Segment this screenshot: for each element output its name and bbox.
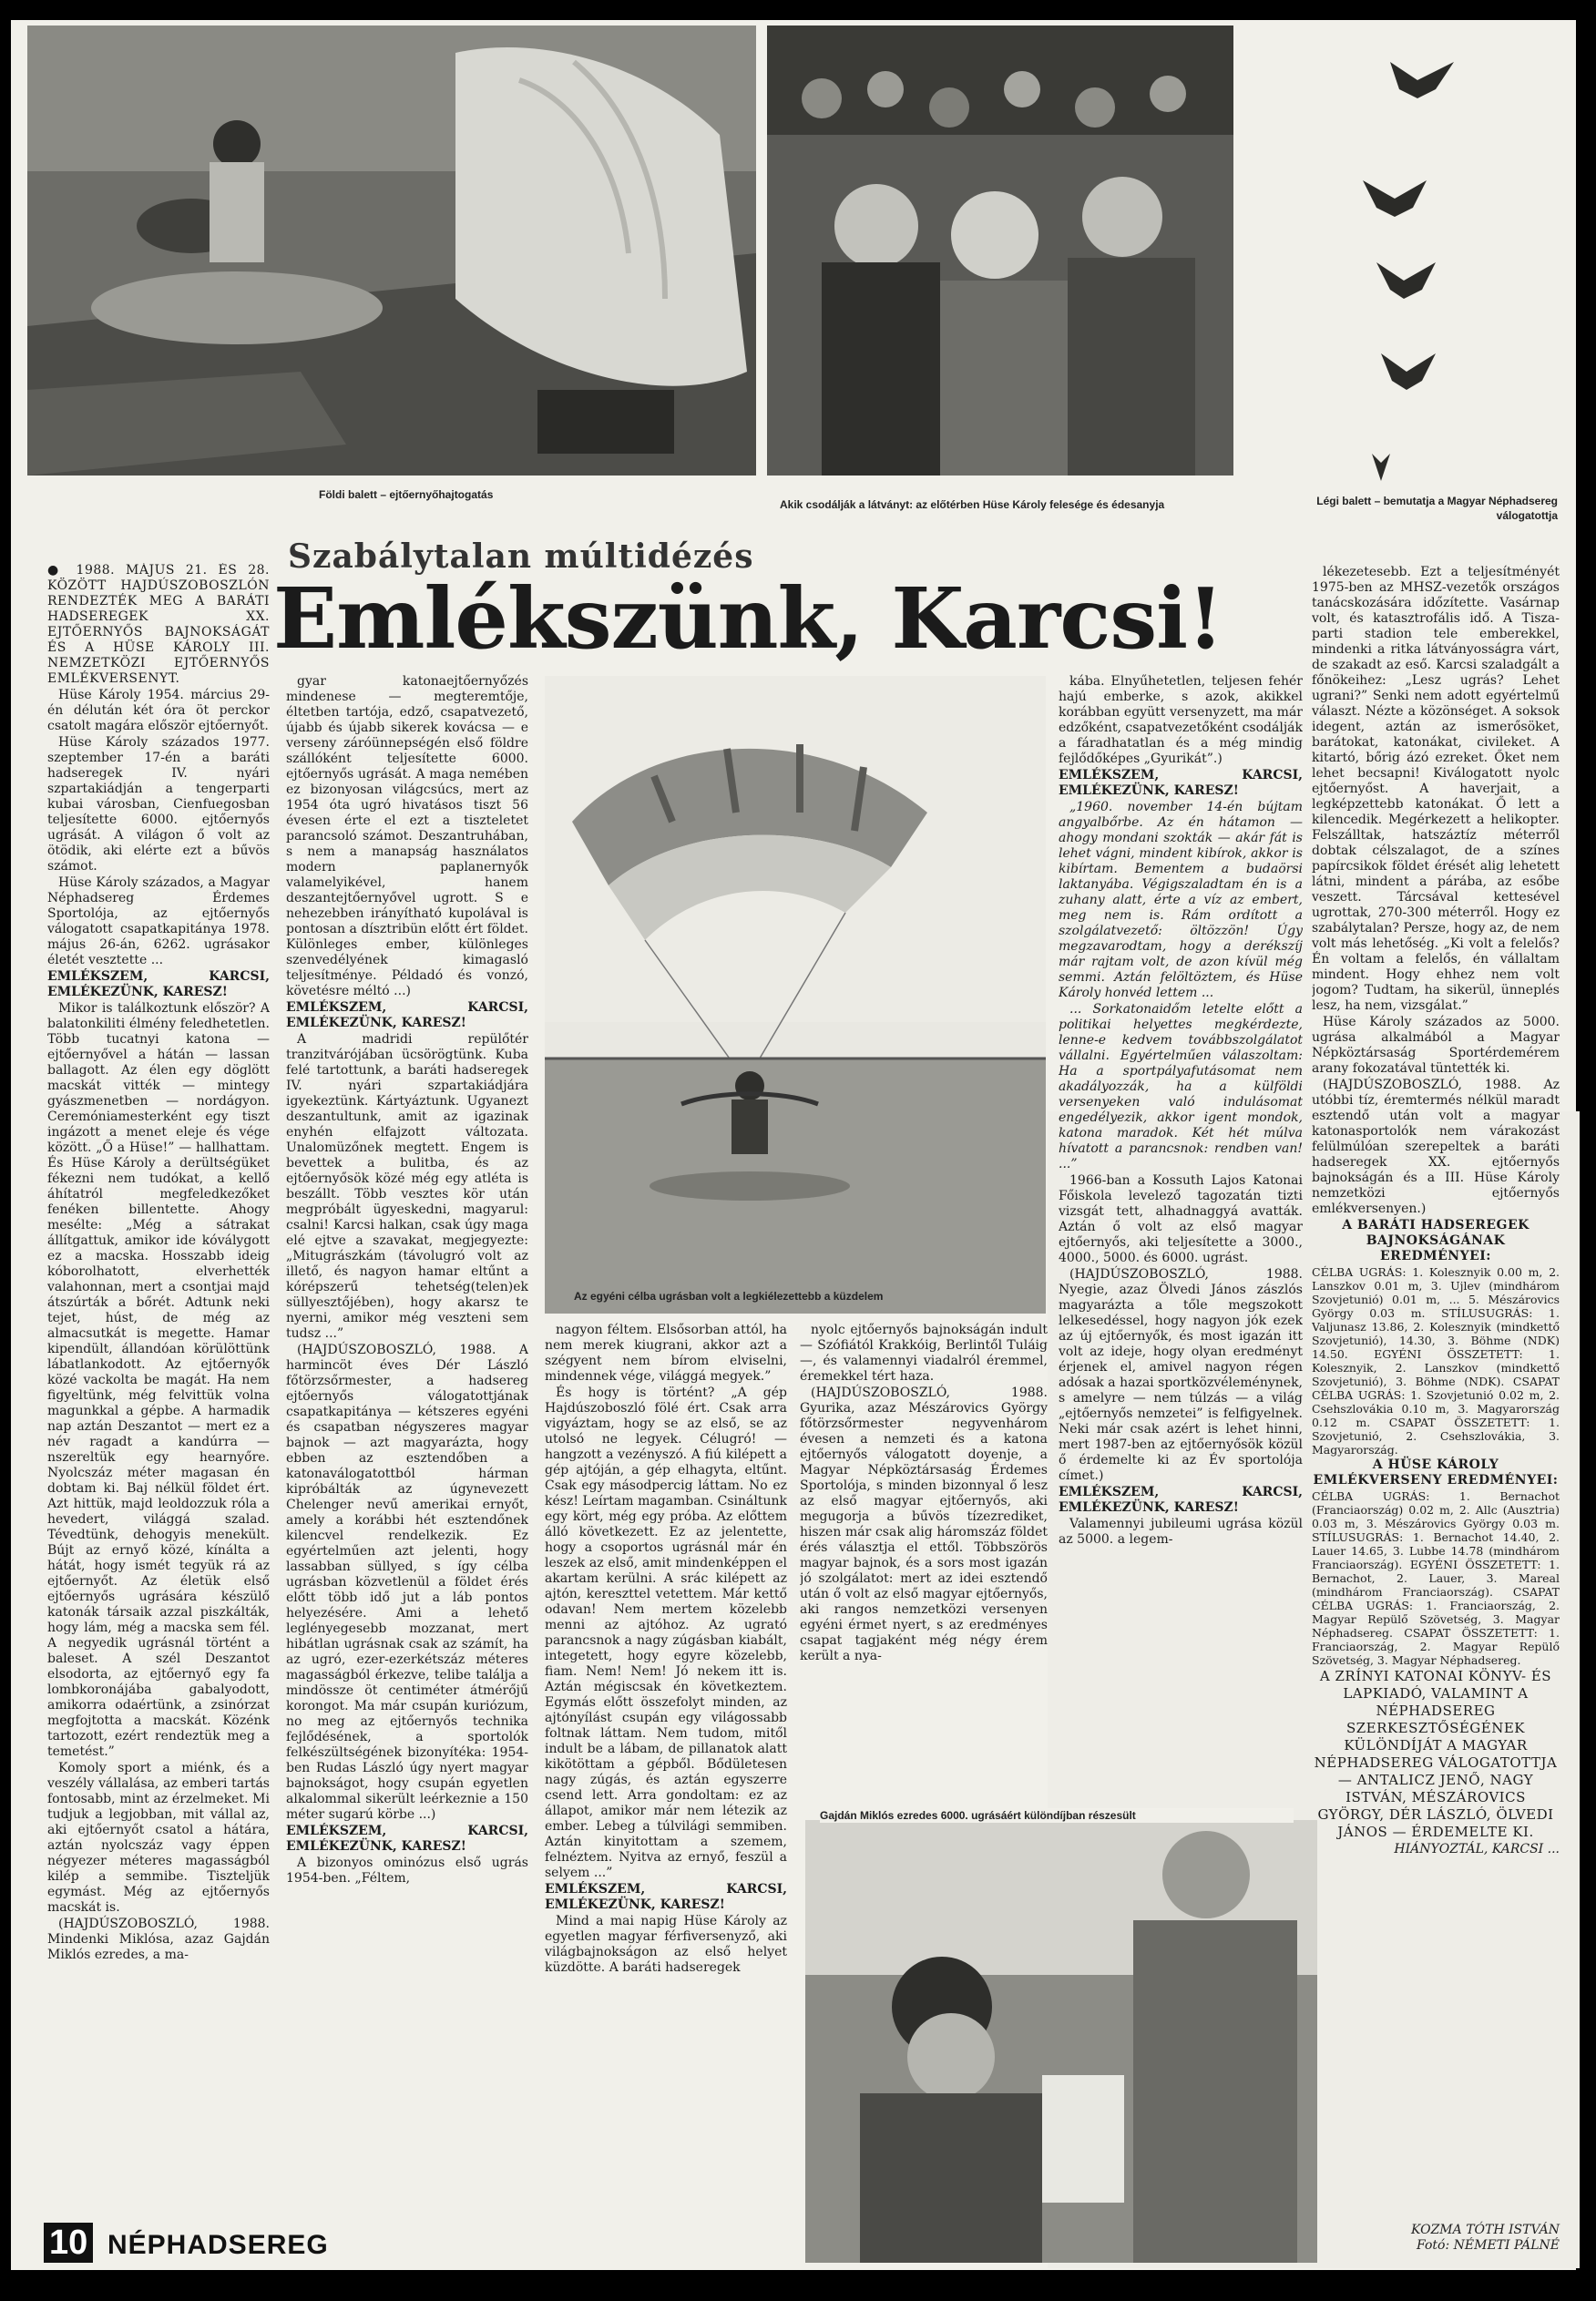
photo-credit: Fotó: NÉMETI PÁLNÉ (1417, 2238, 1560, 2253)
refrain: EMLÉKSZEM, KARCSI, EMLÉKEZÜNK, KARESZ! (545, 1882, 787, 1912)
article-column-2 (286, 674, 528, 2268)
caption-aerial-ballet: Légi balett – bemutatja a Magyar Néphadsereg válogatottja (1316, 495, 1558, 522)
photo-ground-ballet (27, 26, 756, 476)
article-column-1 (47, 563, 270, 2266)
author-credit (1312, 2223, 1560, 2254)
lead-paragraph: ● 1988. MÁJUS 21. ÉS 28. KÖZÖTT HAJDÚSZOBOSZLÓN RENDEZTÉK MEG A BARÁTI HADSEREGEK XX. EJTŐERNYŐS BAJNOKSÁGÁT ÉS A HÜSE KÁROLY III. NEMZETKÖZI EJTŐERNYŐS EMLÉKVERSENYT. (47, 563, 270, 686)
photo-target-jumping (545, 676, 1046, 1314)
article-kicker: Szabálytalan múltidézés (288, 537, 754, 576)
paragraph: ... Sorkatonaidőm letelte előtt a politikai helyettes megkérdezte, lenne-e kedvem továbbszolgálatot vállalni. Egyértelműen válaszoltam: Ha a sportpályafutásomat nem akadályozzák, ha a külföldi versenyeken való indulásomat engedélyezik, akkor igent mondok, katona maradok. Két hét múlva hívatott a parancsnok: rendben van! ...” (1059, 1002, 1303, 1171)
results-list: CÉLBA UGRÁS: 1. Kolesznyik 0.00 m, 2. Lanszkov 0.01 m, 3. Ujlev (mindhárom Szovjetunió) 0.01 m, ... 5. Mészárovics György 0.03 m. STÍLUSUGRÁS: 1. Valjunasz 13.86, 2. Kolesznyik (mindkettő Szovjetunió), 14.30, 3. Böhme (NDK) 14.50. EGYÉNI ÖSSZETETT: 1. Kolesznyik, 2. Lanszkov (mindkettő Szovjetunió), 3. Böhme (NDK). CSAPAT CÉLBA UGRÁS: 1. Szovjetunió 0.02 m, 2. Csehszlovákia 0.10 m, 3. Magyarország 0.12 m. CSAPAT ÖSSZETETT: 1. Szovjetunió, 2. Csehszlovákia, 3. Magyarország. (1312, 1265, 1560, 1457)
paragraph: (HAJDÚSZOBOSZLÓ, 1988. Nyegie, azaz Ölvedi János zászlós magyarázta a tőle megszokott lelkesedéssel, hogy nagyon jók ezek az új ejtőernyők, és most igazán itt volt az ideje, hogy olyan eredményt érjenek el, amivel nagyon régen adósak a hazai sportközvéleménynek, s amelyre — nem túlzás — a világ „ejtőernyős nemzetei” is felfigyelnek. Neki már csak azért is lehet hinni, mert 1987-ben az ejtőernyősök közül ő érdemelte ki az Év sportolója címet.) (1059, 1267, 1303, 1483)
paragraph: Mind a mai napig Hüse Károly az egyetlen magyar férfiversenyző, aki világbajnokságon az első helyet küzdötte. A baráti hadseregek (545, 1914, 787, 1975)
paragraph: (HAJDÚSZOBOSZLÓ, 1988. Gyurika, azaz Mészárovics György főtörzsőrmester negyvenhárom évesen a nemzeti és a katona ejtőernyős válogatott doyenje, a Magyar Népköztársaság Érdemes Sportolója, s minden bizonnyal ő lesz az első magyar ejtőernyős, aki megugorja a bűvös tízezrediket, hiszen már csak alig háromszáz földet érés választja el ettől. Többszörös magyar bajnok, és a sors most igazán jó szolgálatot: mert az idei esztendő után ő volt az első magyar ejtőernyős, aki rangos nemzetközi versenyen egyéni érmet nyert, s az eredményes csapat tagjaként még négy érem került a nya- (800, 1386, 1048, 1663)
photo-spectators (767, 26, 1233, 476)
photo-aerial-ballet (1244, 26, 1565, 481)
paragraph: Mikor is találkoztunk először? A balatonkiliti élmény feledhetetlen. Több tucatnyi katona — ejtőernyővel a hátán — lassan ballagott. Az élen egy döglött macskát vitték — mintegy gyászmenetben — nordágyon. Ceremóniamesterként egy tiszt ingázott a menet eleje és vége között. „Ő a Hüse!” — hallhattam. És Hüse Károly a derültségüket fékezni nem tudókat, a kellő áhítatról megfeledkezőket fenéken billentette. Ahogy mesélte: „Még a sátrakat állítgattuk, amikor ide kóválygott ez a macska. Hosszabb ideig kóborolhatott, elverhették valahonnan, mert a csontjai majd átszúrták a bőrét. Adtunk neki tejet, húst, de még az almacsutkát is megette. Hamar kipendült, állandóan körülöttünk lábatlankodott. Az ejtőernyők közé vackolta be magát. Ha nem figyeltünk, még felvittük volna magunkkal a gépbe. A harmadik nap aztán Deszantot — mert ez a név ragadt a kandúrra — nszereltük egy hearnyőre. Nyolcszáz méter magasan én dobtam ki. Baj nélkül földet ért. Azt hittük, majd leoldozzuk róla a hevedert, világgá szalad. Tévedtünk, dehogyis menekült. Bújt az ernyő közé, kínálta a hátát, hogy ismét tegyük rá az ejtőernyőt. Az életük első ejtőernyős ugrására készülő katonák társaik azzal piszkálták, hogy lám, még a macska sem fél. A negyedik ugrásnál történt a baleset. A szél Deszantot elsodorta, az ejtőernyő egy fa lombkoronájába gabalyodott, amikorra odaértünk, a zsinórzat megfojtotta a macskát. Közénk tartozott, ezért rendeztük meg a temetést.” (47, 1001, 270, 1759)
paragraph: kába. Elnyűhetetlen, teljesen fehér hajú emberke, s azok, akikkel korábban együtt versenyzett, ma már edzőként, csapatvezetőként csodálják a fáradhatatlan és a még mindig fejlődőképes „Gyurikát”.) (1059, 674, 1303, 766)
refrain: EMLÉKSZEM, KARCSI, EMLÉKEZÜNK, KARESZ! (47, 969, 270, 999)
paragraph: lékezetesebb. Ezt a teljesítményét 1975-ben az MHSZ-vezetők országos tanácskozására időzítette. Vasárnap volt, és katasztrofális idő. A Tisza-parti stadion tele emberekkel, mindenki a ritka látványosságra várt, de szakadt az eső. Karcsi szaladgált a főnökeihez: „Lesz ugrás? Lehet ugrani?” Senki nem adott egyértelmű választ. Nézte a közönséget. A soksok idegent, aztán az ismerősöket, barátokat, katonákat, civileket. A kitartó, bőrig ázó ezreket. Őket nem lehet becsapni! Kiválogatott nyolc ejtőernyőst. A haverjait, a legképzettebb katonákat. Ő lett a kilencedik. Megérkezett a helikopter. Felszálltak, hatszáztíz méterről dobtak célszalagot, de a színes papírcsikok földet érését alig lehetett látni, mindent a párába, az esőbe veszett. Tárcsával kettesével ugrottak, 270-300 méterről. Hogy ez szabálytalan? Persze, hogy az, de nem volt más lehetőség. „Ki volt a felelős? Én voltam a felelős, én vállaltam mindent. Hogy ehhez nem volt jogom? Tudtam, ha sikerül, ünneplés lesz, ha nem, vizsgálat.” (1312, 565, 1560, 1013)
paragraph: Hüse Károly százados az 5000. ugrása alkalmából a Magyar Népköztársaság Sportérdemérem arany fokozatával tüntették ki. (1312, 1015, 1560, 1076)
refrain: EMLÉKSZEM, KARCSI, EMLÉKEZÜNK, KARESZ! (286, 1000, 528, 1030)
refrain: EMLÉKSZEM, KARCSI, EMLÉKEZÜNK, KARESZ! (1059, 768, 1303, 798)
article-column-4 (1059, 674, 1303, 1804)
caption-award-ceremony: Gajdán Miklós ezredes 6000. ugrásáért különdíjban részesült (820, 1808, 1294, 1823)
paragraph: „1960. november 14-én bújtam angyalbőrbe. Az én hátamon — ahogy mondani szokták — akár fát is lehet vágni, mindent kibírok, akkor is kibírtam. Bementem a budaörsi laktanyába. Végigszaladtam én is a zuhany alatt, érte a víz az embert, meg nem is. Rám ordított a szolgálatvezető: öltözzön! Úgy megzavarodtam, hogy a derékszíj már rajtam volt, de azon kívül még semmi. Aztán felöltöztem, és Hüse Károly honvéd lettem ... (1059, 800, 1303, 1000)
results-heading: A HÜSE KÁROLY EMLÉKVERSENY EREDMÉNYEI: (1313, 1457, 1559, 1488)
paragraph: nyolc ejtőernyős bajnokságán indult — Szófiától Krakkóig, Berlintől Tuláig —, és valamennyi viadalról éremmel, éremekkel tért haza. (800, 1323, 1048, 1384)
results-list: CÉLBA UGRÁS: 1. Bernachot (Franciaország) 0.02 m, 2. Allc (Ausztria) 0.03 m, 3. Mészárovics György 0.03 m. STÍLUSUGRÁS: 1. Bernachot 14.40, 2. Lauer 14.65, 3. Lubbe 14.78 (mindhárom Franciaország). EGYÉNI ÖSSZETETT: 1. Bernachot, 2. Lauer, 3. Mareal (mindhárom Franciaország). CSAPAT CÉLBA UGRÁS: 1. Franciaország, 2. Magyar Repülő Szövetség, 3. Magyar Néphadsereg. CSAPAT ÖSSZETETT: 1. Franciaország, 2. Magyar Repülő Szövetség, 3. Magyar Néphadsereg. (1312, 1489, 1560, 1667)
paragraph: 1966-ban a Kossuth Lajos Katonai Főiskola levelező tagozatán tizti vizsgát tett, alhadnaggyá avatták. Aztán ő volt az első magyar ejtőernyős, aki teljesítette a 3000., 4000., 5000. és 6000. ugrást. (1059, 1173, 1303, 1265)
article-column-5 (1312, 565, 1560, 2195)
caption-spectators: Akik csodálják a látványt: az előtérben Hüse Károly felesége és édesanyja (780, 498, 1165, 511)
paragraph: A bizonyos ominózus első ugrás 1954-ben. „Féltem, (286, 1856, 528, 1886)
paragraph: Valamennyi jubileumi ugrása közül az 5000. a legem- (1059, 1517, 1303, 1547)
refrain: EMLÉKSZEM, KARCSI, EMLÉKEZÜNK, KARESZ! (286, 1824, 528, 1854)
photo-award-ceremony (805, 1820, 1317, 2263)
paragraph: Hüse Károly százados 1977. szeptember 17-én a baráti hadseregek IV. nyári szpartakiádján a tengerparti kubai városban, Cienfuegosban teljesítette 6000. ejtőernyős ugrását. A világon ő volt az ötödik, aki elérte ezt a bűvös számot. (47, 735, 270, 874)
paragraph: A madridi repülőtér tranzitvárójában ücsörögtünk. Kuba felé tartottunk, a baráti hadseregek IV. nyári szpartakiádjára igyekeztünk. Kártyáztunk. Ugyanezt deszantultunk, amit az igazinak enyhén elfajzott változata. Unalomüzőnek megtett. Engem is bevettek a bulitba, és az ejtőernyősök közé még egy atléta is beszállt. Több vesztes kör után megpróbált ügyeskedni, magyarul: csalni! Karcsi halkan, csak úgy maga elé ejtve a szavakat, megjegyezte: „Mitugrászkám (távolugró volt az illető, és nagyon hamar eltűnt a kórépszerű tehetség(telen)ek süllyesztőjében), hogy akarsz te nyerni, amikor még veszteni sem tudsz ...” (286, 1032, 528, 1341)
article-column-3a (545, 1323, 787, 2270)
paragraph: És hogy is történt? „A gép Hajdúszoboszló fölé ért. Csak arra vigyáztam, hogy se az első, se az utolsó ne legyek. Célugró! — hangzott a vezényszó. A fiú kilépett a gép ajtóján, a gép elhagyta, eltűnt. Csak egy másodpercig láttam. No ez kész! Leírtam magamban. Csináltunk egy kört, még egy próba. Az előttem álló következett. Ez az jelentette, hogy a csoportos ugrásnál már én leszek az első, amit mindenképpen el akartam kerülni. A srác kilépett az ajtón, kereszttel vetettem. Már kettő odavan! Nem mertem közelebb menni az ajtóhoz. Az ugrató parancsnok a nagy zúgásban kiabált, integetett, hogy egyre közelebb, fiam. Nem! Nem! Jó nekem itt is. Aztán mégiscsak én következtem. Egymás előtt összefolyt minden, az ajtónyílást csupán egy világossabb foltnak láttam. Nem tudom, mitől indult be a lábam, de pillanatok alatt kikötöttam a gépből. Bődületesen nagy zúgás, és aztán egyszerre csend lett. Arra gondoltam: ez az állapot, amikor már nem létezik az ember. Lebeg a túlvilági semmiben. Aztán kinyitottam a szemem, felnéztem. Nyitva az ernyő, feszül a selyem ...” (545, 1386, 787, 1880)
paragraph: Komoly sport a miénk, és a veszély vállalása, az emberi tartás fontosabb, mint az érzelmeket. Mi tudjuk a legjobban, mit vállal az, aki ejtőernyőt csatol a hátára, aztán nyolcszáz vagy éppen négyezer méteres magasságból kilép a semmibe. Tiszteljük egymást. Még az ejtőernyős macskát is. (47, 1761, 270, 1915)
article-column-3b (800, 1323, 1048, 1796)
caption-ground-ballet: Földi balett – ejtőernyőhajtogatás (319, 488, 494, 501)
paragraph: (HAJDÚSZOBOSZLÓ, 1988. Az utóbbi tíz, éremtermés nélkül maradt esztendő után volt a magyar katonasportolók nem várakozást felülmúlóan szerepeltek a baráti hadseregek XX. ejtőernyős bajnokságán és a III. Hüse Károly nemzetközi ejtőernyős emlékversenyen.) (1312, 1078, 1560, 1216)
paragraph: Hüse Károly 1954. március 29-én délután két óra öt perckor csatolt magára először ejtőernyőt. (47, 688, 270, 733)
refrain: EMLÉKSZEM, KARCSI, EMLÉKEZÜNK, KARESZ! (1059, 1485, 1303, 1515)
paragraph: nagyon féltem. Elsősorban attól, ha nem merek kiugrani, akkor azt a szégyent nem bírom elviselni, mindennek vége, világgá megyek.” (545, 1323, 787, 1384)
special-award: A ZRÍNYI KATONAI KÖNYV- ÉS LAPKIADÓ, VALAMINT A NÉPHADSEREG SZERKESZTŐSÉGÉNEK KÜLÖNDÍJÁT A MAGYAR NÉPHADSEREG VÁLOGATOTTJA — ANTALICZ JENŐ, NAGY ISTVÁN, MÉSZÁROVICS GYÖRGY, DÉR LÁSZLÓ, ÖLVEDI JÁNOS — ÉRDEMELTE KI. (1314, 1668, 1558, 1840)
paragraph: Hüse Károly százados, a Magyar Néphadsereg Érdemes Sportolója, az ejtőernyős válogatott csapatkapitánya 1978. május 26-án, 6262. ugrásakor életét vesztette ... (47, 875, 270, 967)
article-headline: Emlékszünk, Karcsi! (273, 569, 1223, 668)
closing-line: HIÁNYOZTÁL, KARCSI ... (1394, 1842, 1560, 1856)
section-name: NÉPHADSEREG (107, 2230, 329, 2260)
paragraph: (HAJDÚSZOBOSZLÓ, 1988. A harmincöt éves Dér László főtörzsőrmester, a hadsereg ejtőernyős válogatottjának csapatkapitánya — kétszeres egyéni és csapatban négyszeres magyar bajnok — azt magyarázta, hogy ebben az esztendőben a katonaválogatottból hárman kipróbálták az úgynevezett Chelenger nevű amerikai ernyőt, amely a korábbi hét esztendőnek kilencvel rendelkezik. Ez egyértelműen azt jelenti, hogy lassabban süllyed, s így célba ugrásban közvetlenül a földet érés előtt több idő jut a láb pontos helyezésére. Ami a lehető leglényegesebb mozzanat, mert hibátlan ugrásnak csak az számít, ha az ugró, ezer-ezerkétszáz méteres magasságból érkezve, telibe találja a mindössze öt centiméter átmérőjű korongot. Ma már csupán kuriózum, no meg az ejtőernyős technika fejlődésének, a sportolók felkészültségének bizonyítéka: 1954-ben Rudas László úgy nyert magyar bajnokságot, hogy csupán egyetlen alkalommal sikerült leérkeznie a 150 méter sugarú körbe ...) (286, 1343, 528, 1822)
author-name: KOZMA TÓTH ISTVÁN (1411, 2223, 1560, 2237)
page-number: 10 (44, 2223, 93, 2263)
caption-target-jumping: Az egyéni célba ugrásban volt a legkiélezettebb a küzdelem (574, 1290, 884, 1303)
results-heading: A BARÁTI HADSEREGEK BAJNOKSÁGÁNAK EREDMÉNYEI: (1342, 1218, 1530, 1263)
paragraph: gyar katonaejtőernyőzés mindenese — megteremtője, éltetben tartója, edző, csapatvezető, újabb és újabb sikerek kovácsa — e verseny záróünnepségén első földre szállóként teljesítette 6000. ejtőernyős ugrását. A maga nemében ez bizonyosan világcsúcs, mert az 1954 óta ugró hivatásos tiszt 56 évesen érte el ezt a tiszteletet parancsoló számot. Deszantruhában, s nem a manapság használatos modern paplanernyők valamelyikével, hanem deszantejtőernyővel ugrott. S e nehezebben irányítható kupolával is pontosan a dísztribün előtt ért földet. Különleges ember, különleges szenvedélyének kimagasló teljesítménye. Példadó és vonzó, követésre méltó ...) (286, 674, 528, 998)
paragraph: (HAJDÚSZOBOSZLÓ, 1988. Mindenki Miklósa, azaz Gajdán Miklós ezredes, a ma- (47, 1917, 270, 1962)
